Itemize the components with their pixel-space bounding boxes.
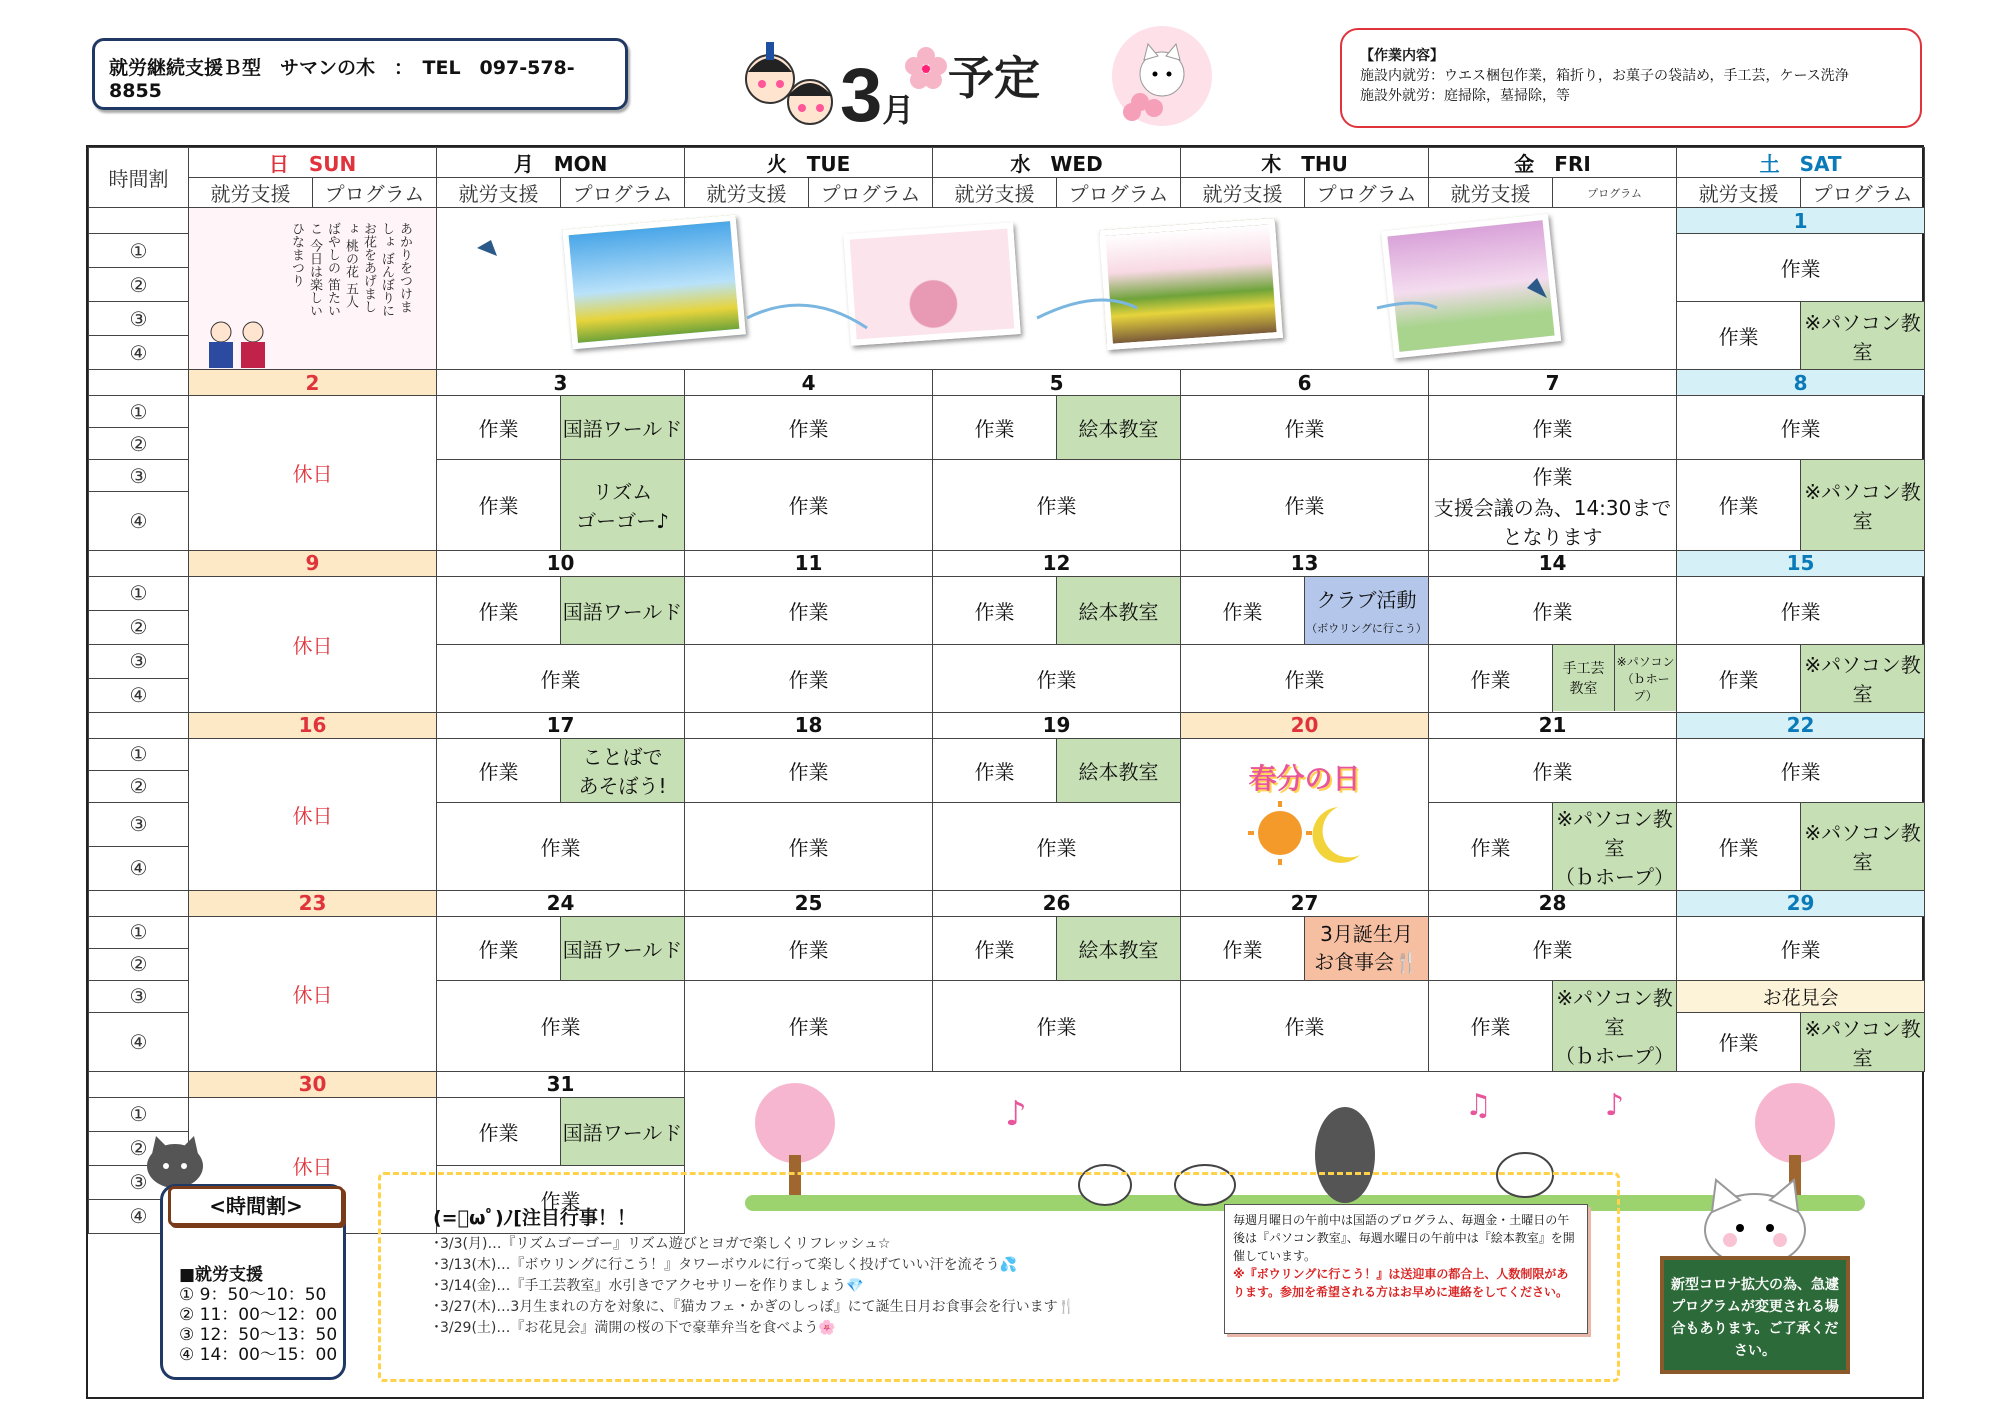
period-label: ① [89,916,189,948]
fri-28-am: 作業 [1429,916,1677,980]
club-activity-label: クラブ活動 [1316,587,1417,612]
bowling-warning: ※『ボウリングに行こう！』は送迎車の都合上、人数制限があります。参加を希望される方はお早めに連絡をしてください。 [1233,1267,1569,1299]
sub-header-program: プログラム [561,178,685,208]
day-en: MON [553,152,608,176]
date-13: 13 [1181,550,1429,576]
mon-3-pm-work: 作業 [437,460,561,551]
wed-5-pm: 作業 [933,460,1181,551]
sat-15-am: 作業 [1677,576,1925,644]
period-label: ④ [89,678,189,712]
day-header-sat [1677,148,1925,178]
fri-21-pm-program: ※パソコン教室 （ｂホープ） [1553,802,1677,890]
fri-21-am: 作業 [1429,738,1677,802]
wed-12-am-program: 絵本教室 [1057,576,1181,644]
day-header-wed [933,148,1181,178]
tue-11-pm: 作業 [685,644,933,712]
fri-14-pm-handicraft: 手工芸 教室 [1553,645,1615,711]
program-info-box [1224,1204,1588,1334]
event-item: ･3/14(金)…『手工芸教室』水引きでアクセサリーを作りましょう💎 [433,1278,864,1294]
period-blank [89,712,189,738]
date-28: 28 [1429,890,1677,916]
tue-18-am: 作業 [685,738,933,802]
facility-header [92,38,628,110]
date-26: 26 [933,890,1181,916]
day-header-tue [685,148,933,178]
date-20: 20 [1181,712,1429,738]
day-kanji: 土 [1759,152,1780,176]
sat-8-am: 作業 [1677,396,1925,460]
sun-16-holiday: 休日 [189,738,437,890]
event-item: ･3/3(月)…『リズムゴーゴー』リズム遊びとヨガで楽しくリフレッシュ☆ [433,1236,891,1252]
sat-1-pm-work: 作業 [1677,302,1801,370]
day-kanji: 金 [1514,152,1535,176]
day-en: WED [1050,152,1103,176]
timetable-corner: 時間割 [89,148,189,208]
date-17: 17 [437,712,685,738]
sat-29-am: 作業 [1677,916,1925,980]
thu-6-pm: 作業 [1181,460,1429,551]
period-blank [89,1071,189,1097]
sub-header-support: 就労支援 [1181,178,1305,208]
day-kanji: 水 [1010,152,1031,176]
day-en: SAT [1799,152,1842,176]
sakura-flower-icon [904,46,948,90]
thu-27-am-program: 3月誕生月 お食事会🍴 [1305,916,1429,980]
hina-dolls-illustration [730,24,850,134]
sub-header-program: プログラム [1553,178,1677,208]
svg-text:♪: ♪ [1605,1087,1625,1123]
sun-30-holiday: 休日 [189,1097,437,1233]
hina-doll-pair-icon [199,312,279,370]
date-23: 23 [189,890,437,916]
sun-9-holiday: 休日 [189,576,437,712]
wed-26-am-work: 作業 [933,916,1057,980]
wed-12-pm: 作業 [933,644,1181,712]
date-1: 1 [1677,208,1925,234]
fri-7-pm: 作業 [1429,460,1677,492]
day-kanji: 火 [766,152,787,176]
thu-6-am: 作業 [1181,396,1429,460]
period-label: ③ [89,644,189,678]
fri-28-pm-work: 作業 [1429,980,1553,1071]
vernal-equinox-label: 春分の日 [1248,761,1361,795]
period-blank [89,208,189,234]
date-25: 25 [685,890,933,916]
spring-banner [437,208,1677,370]
sub-header-program: プログラム [313,178,437,208]
svg-text:♪: ♪ [1005,1093,1027,1134]
mon-3-am-work: 作業 [437,396,561,460]
period-label: ② [89,948,189,980]
page-title: 予定 [948,51,1040,105]
wed-19-am-program: 絵本教室 [1057,738,1181,802]
sub-header-support: 就労支援 [1677,178,1801,208]
work-content-heading: 【作業内容】 [1360,48,1444,64]
program-info-text: 毎週月曜日の午前中は国語のプログラム、毎週金・土曜日の午後は『パソコン教室』、毎週水曜日の午前中は『絵本教室』を開催しています。 [1233,1213,1575,1263]
wed-19-am-work: 作業 [933,738,1057,802]
event-item: ･3/27(木)…3月生まれの方を対象に、『猫カフェ・かぎのしっぽ』にて誕生日月お食事会を行います🍴 [433,1299,1075,1315]
date-6: 6 [1181,370,1429,396]
mon-17-am-program: ことばで あそぼう! [561,738,685,802]
thu-27-pm: 作業 [1181,980,1429,1071]
period-label: ③ [89,802,189,846]
mon-31-pm: 作業 [437,1165,685,1233]
swallow-wind-decoration [477,228,1557,338]
sat-15-pm-work: 作業 [1677,644,1801,712]
sat-22-pm-work: 作業 [1677,802,1801,890]
sat-22-am: 作業 [1677,738,1925,802]
period-label: ② [89,428,189,460]
date-7: 7 [1429,370,1677,396]
sat-1-am: 作業 [1677,234,1925,302]
period-blank [89,370,189,396]
sat-29-pm-work: 作業 [1677,1012,1801,1071]
date-14: 14 [1429,550,1677,576]
sub-header-support: 就労支援 [933,178,1057,208]
timetable-slot: ① 9：50～10：50 [179,1285,327,1305]
day-en: SUN [308,152,357,176]
sub-header-program: プログラム [1305,178,1429,208]
day-header-sun [189,148,437,178]
date-5: 5 [933,370,1181,396]
event-item: ･3/29(土)…『お花見会』満開の桜の下で豪華弁当を食べよう🌸 [433,1320,836,1336]
period-label: ④ [89,492,189,551]
wed-19-pm: 作業 [933,802,1181,890]
date-19: 19 [933,712,1181,738]
timetable-title: <時間割> [168,1186,344,1226]
timetable-slot: ④ 14：00～15：00 [179,1345,338,1365]
day-header-fri [1429,148,1677,178]
date-9: 9 [189,550,437,576]
wed-26-am-program: 絵本教室 [1057,916,1181,980]
period-label: ③ [89,980,189,1012]
date-29: 29 [1677,890,1925,916]
fri-14-am: 作業 [1429,576,1677,644]
sat-8-pm-work: 作業 [1677,460,1801,551]
mon-31-am-program: 国語ワールド [561,1097,685,1165]
mon-17-am-work: 作業 [437,738,561,802]
fri-14-pm-pc: ※パソコン （ｂホープ） [1615,645,1676,711]
period-label: ④ [89,336,189,370]
date-3: 3 [437,370,685,396]
date-21: 21 [1429,712,1677,738]
day-kanji: 月 [513,152,534,176]
period-label: ③ [89,302,189,336]
black-cat-icon [140,1132,210,1190]
date-31: 31 [437,1071,685,1097]
sub-header-support: 就労支援 [1429,178,1553,208]
date-27: 27 [1181,890,1429,916]
sub-header-program: プログラム [809,178,933,208]
sub-header-program: プログラム [1057,178,1181,208]
mon-17-pm: 作業 [437,802,685,890]
fri-7-am: 作業 [1429,396,1677,460]
sub-header-program: プログラム [1801,178,1925,208]
tue-4-am: 作業 [685,396,933,460]
mon-24-am-work: 作業 [437,916,561,980]
mon-3-am-program: 国語ワールド [561,396,685,460]
mon-10-pm: 作業 [437,644,685,712]
date-15: 15 [1677,550,1925,576]
date-10: 10 [437,550,685,576]
date-12: 12 [933,550,1181,576]
day-header-mon [437,148,685,178]
mon-31-am-work: 作業 [437,1097,561,1165]
sun-moon-icon [1230,797,1380,867]
day-kanji: 日 [268,152,289,176]
mon-10-am-program: 国語ワールド [561,576,685,644]
sub-header-support: 就労支援 [437,178,561,208]
work-content-line2: 施設外就労：庭掃除，墓掃除，等 [1360,88,1570,104]
mon-10-am-work: 作業 [437,576,561,644]
day-en: TUE [806,152,851,176]
covid-notice: 新型コロナ拡大の為、急遽プログラムが変更される場合もあります。ご了承ください。 [1660,1256,1850,1374]
hinamatsuri-poem-card [189,208,437,370]
fri-28-pm-program: ※パソコン教室 （ｂホープ） [1553,980,1677,1071]
wed-5-am-work: 作業 [933,396,1057,460]
fri-14-pm-work: 作業 [1429,644,1553,712]
mon-24-pm: 作業 [437,980,685,1071]
wed-12-am-work: 作業 [933,576,1057,644]
timetable-slot: ③ 12：50～13：50 [179,1325,338,1345]
events-title: (=ﾟωﾟ)ﾉ[注目行事！！ [433,1207,636,1229]
sun-23-holiday: 休日 [189,916,437,1071]
fri-21-pm-work: 作業 [1429,802,1553,890]
period-label: ② [89,268,189,302]
timetable-slot: ② 11：00～12：00 [179,1305,338,1325]
tue-25-pm: 作業 [685,980,933,1071]
cat-sakura-illustration [1110,24,1214,128]
period-label: ④ [89,1012,189,1071]
club-activity-note: （ボウリングに行こう） [1306,621,1427,635]
event-item: ･3/13(木)…『ボウリングに行こう！』タワーボウルに行って楽しく投げていい汗を流そう💦 [433,1257,1018,1273]
day-kanji: 木 [1261,152,1282,176]
svg-text:♫: ♫ [1465,1087,1492,1123]
wed-5-am-program: 絵本教室 [1057,396,1181,460]
day-en: FRI [1554,152,1591,176]
period-label: ① [89,396,189,428]
period-label: ② [89,770,189,802]
period-label: ③ [89,1165,189,1199]
date-8: 8 [1677,370,1925,396]
date-22: 22 [1677,712,1925,738]
facility-text: 就労継続支援Ｂ型 サマンの木 ： TEL 097-578-8855 [109,57,575,102]
work-content-box [1340,28,1922,128]
period-label: ③ [89,460,189,492]
date-18: 18 [685,712,933,738]
day-en: THU [1301,152,1348,176]
sub-header-support: 就労支援 [685,178,809,208]
sat-29-ohanami: お花見会 [1677,980,1925,1012]
calendar-grid [88,147,1925,1234]
sun-2-holiday: 休日 [189,396,437,551]
hinamatsuri-poem: あかりをつけましょ ぼんぼりに お花をあげましょ 桃の花 五人ばやしの 笛たいこ 今日は楽しい ひなまつり [289,222,412,318]
month-number: 3月 [840,53,915,138]
period-label: ① [89,234,189,268]
sat-1-pm-program: ※パソコン教室 [1801,302,1925,370]
thu-27-am-work: 作業 [1181,916,1305,980]
day-header-thu [1181,148,1429,178]
thu-13-am-program [1305,576,1429,644]
thu-20-holiday [1181,738,1429,890]
date-16: 16 [189,712,437,738]
period-label: ② [89,1131,189,1165]
wed-26-pm: 作業 [933,980,1181,1071]
thu-13-pm: 作業 [1181,644,1429,712]
tue-18-pm: 作業 [685,802,933,890]
tue-25-am: 作業 [685,916,933,980]
period-label: ④ [89,846,189,890]
period-label: ② [89,610,189,644]
tue-11-am: 作業 [685,576,933,644]
period-blank [89,550,189,576]
sat-8-pm-program: ※パソコン教室 [1801,460,1925,551]
sat-29-pm-program: ※パソコン教室 [1801,1012,1925,1071]
period-label: ① [89,576,189,610]
period-label: ① [89,738,189,770]
date-2: 2 [189,370,437,396]
sat-15-pm-program: ※パソコン教室 [1801,644,1925,712]
date-30: 30 [189,1071,437,1097]
date-11: 11 [685,550,933,576]
timetable-label: ■就労支援 [179,1265,264,1285]
tue-4-pm: 作業 [685,460,933,551]
thu-13-am-work: 作業 [1181,576,1305,644]
sub-header-support: 就労支援 [189,178,313,208]
work-content-line1: 施設内就労：ウエス梱包作業，箱折り，お菓子の袋詰め，手工芸，ケース洗浄 [1360,68,1849,84]
period-blank [89,890,189,916]
date-24: 24 [437,890,685,916]
month-unit: 月 [882,92,915,128]
mon-3-pm-program: リズム ゴーゴー♪ [561,460,685,551]
date-4: 4 [685,370,933,396]
fri-7-note: 支援会議の為、14:30までとなります [1429,492,1677,551]
white-cat-icon [1690,1176,1820,1266]
sat-22-pm-program: ※パソコン教室 [1801,802,1925,890]
period-label: ① [89,1097,189,1131]
mon-24-am-program: 国語ワールド [561,916,685,980]
period-label: ④ [89,1199,189,1233]
